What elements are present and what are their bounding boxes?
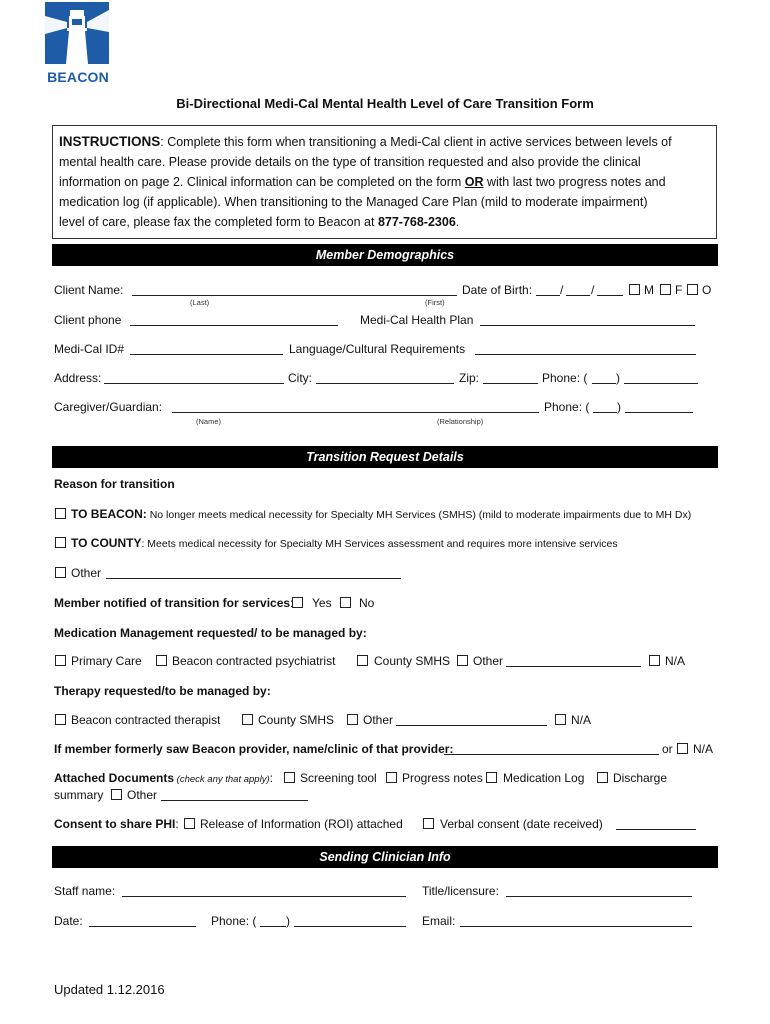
notified-no-label: No xyxy=(359,596,375,610)
med-other-field[interactable] xyxy=(506,666,641,667)
phone-number-field-2[interactable] xyxy=(625,412,693,413)
primary-care-checkbox[interactable] xyxy=(55,655,66,666)
beacon-psychiatrist-checkbox[interactable] xyxy=(156,655,167,666)
instructions-line-3: information on page 2. Clinical information can be completed on the form OR with last two progress notes and xyxy=(59,175,666,189)
fax-number: 877-768-2306 xyxy=(377,215,456,229)
updated-date: Updated 1.12.2016 xyxy=(54,982,165,997)
email-field[interactable] xyxy=(460,926,692,927)
therapy-other-field[interactable] xyxy=(396,725,547,726)
language-field[interactable] xyxy=(475,354,696,355)
attached-other-label: Other xyxy=(127,788,158,802)
to-county-checkbox[interactable] xyxy=(55,537,66,548)
attached-other-checkbox[interactable] xyxy=(111,789,122,800)
to-county-option: TO COUNTY: Meets medical necessity for Specialty MH Services assessment and requires more intensive services xyxy=(71,536,618,550)
med-na-label: N/A xyxy=(665,654,686,668)
therapy-other-label: Other xyxy=(363,713,394,727)
city-field[interactable] xyxy=(316,383,454,384)
screening-tool-label: Screening tool xyxy=(300,771,377,785)
dob-day-field[interactable] xyxy=(566,295,590,296)
primary-care-label: Primary Care xyxy=(71,654,142,668)
beacon-psychiatrist-label: Beacon contracted psychiatrist xyxy=(172,654,336,668)
discharge-label: Discharge xyxy=(613,771,668,785)
therapy-na-label: N/A xyxy=(571,713,592,727)
former-provider-na-label: N/A xyxy=(693,742,714,756)
phone-number-field-1[interactable] xyxy=(624,383,698,384)
language-label: Language/Cultural Requirements xyxy=(289,342,466,356)
date-field[interactable] xyxy=(89,926,196,927)
therapy-county-smhs-checkbox[interactable] xyxy=(242,714,253,725)
roi-label: Release of Information (ROI) attached xyxy=(200,817,403,831)
med-na-checkbox[interactable] xyxy=(649,655,660,666)
last-name-hint: (Last) xyxy=(190,298,210,307)
to-beacon-checkbox[interactable] xyxy=(55,508,66,519)
instructions-line-5: level of care, please fax the completed form to Beacon at 877-768-2306. xyxy=(59,215,460,229)
progress-notes-label: Progress notes xyxy=(402,771,483,785)
instructions-line-1: INSTRUCTIONS: Complete this form when transitioning a Medi-Cal client in active services between levels of xyxy=(59,134,672,149)
dob-separator-1: / xyxy=(560,283,564,297)
former-provider-or: or xyxy=(662,742,673,756)
caregiver-label: Caregiver/Guardian: xyxy=(54,400,163,414)
first-name-hint: (First) xyxy=(425,298,445,307)
zip-label: Zip: xyxy=(459,371,480,385)
medi-cal-id-field[interactable] xyxy=(130,354,283,355)
instructions-line-2: mental health care. Please provide details on the type of transition requested and also provide the clinical xyxy=(59,155,641,169)
notified-yes-label: Yes xyxy=(312,596,332,610)
attached-other-field[interactable] xyxy=(161,800,308,801)
reason-other-label: Other xyxy=(71,566,102,580)
section-header-transition: Transition Request Details xyxy=(52,446,718,468)
verbal-consent-label: Verbal consent (date received) xyxy=(440,817,603,831)
therapy-heading: Therapy requested/to be managed by: xyxy=(54,684,271,698)
beacon-therapist-checkbox[interactable] xyxy=(55,714,66,725)
clinician-phone-field[interactable] xyxy=(294,926,406,927)
zip-field[interactable] xyxy=(483,383,538,384)
relationship-hint: (Relationship) xyxy=(437,417,484,426)
health-plan-field[interactable] xyxy=(480,325,695,326)
title-licensure-field[interactable] xyxy=(506,896,692,897)
progress-notes-checkbox[interactable] xyxy=(386,772,397,783)
therapy-county-smhs-label: County SMHS xyxy=(258,713,335,727)
lighthouse-icon xyxy=(45,2,109,64)
reason-other-field[interactable] xyxy=(106,578,401,579)
date-label: Date: xyxy=(54,914,83,928)
clinician-phone-close: ) xyxy=(286,914,290,928)
address-label: Address: xyxy=(54,371,102,385)
dob-label: Date of Birth: xyxy=(462,283,533,297)
health-plan-label: Medi-Cal Health Plan xyxy=(360,313,474,327)
notified-label: Member notified of transition for services xyxy=(54,596,291,610)
verbal-consent-date-field[interactable] xyxy=(616,829,696,830)
discharge-summary-checkbox[interactable] xyxy=(597,772,608,783)
sex-o-label: O xyxy=(702,283,712,297)
form-title: Bi-Directional Medi-Cal Mental Health Level of Care Transition Form xyxy=(176,96,594,111)
phone-close-1: ) xyxy=(616,371,620,385)
beacon-logo xyxy=(45,2,109,64)
staff-name-field[interactable] xyxy=(122,896,406,897)
sex-o-checkbox[interactable] xyxy=(687,284,698,295)
clinician-phone-label: Phone: ( xyxy=(211,914,257,928)
phone-area-code-2[interactable] xyxy=(593,412,617,413)
sex-f-checkbox[interactable] xyxy=(660,284,671,295)
medication-log-checkbox[interactable] xyxy=(486,772,497,783)
medication-log-label: Medication Log xyxy=(503,771,585,785)
sex-m-label: M xyxy=(644,283,654,297)
name-hint: (Name) xyxy=(196,417,222,426)
staff-name-label: Staff name: xyxy=(54,884,116,898)
med-mgmt-heading: Medication Management requested/ to be managed by: xyxy=(54,626,367,640)
logo-wordmark: BEACON xyxy=(47,69,109,85)
phone-area-code-1[interactable] xyxy=(592,383,616,384)
city-label: City: xyxy=(288,371,312,385)
to-beacon-option: TO BEACON: No longer meets medical necessity for Specialty MH Services (SMHS) (mild to moderate impairments due to MH Dx) xyxy=(71,507,692,521)
notified-yes-checkbox[interactable] xyxy=(292,597,303,608)
phone-close-2: ) xyxy=(617,400,621,414)
therapy-other-checkbox[interactable] xyxy=(347,714,358,725)
phone-label-1: Phone: ( xyxy=(542,371,588,385)
roi-checkbox[interactable] xyxy=(184,818,195,829)
former-provider-na-checkbox[interactable] xyxy=(677,743,688,754)
county-smhs-label: County SMHS xyxy=(374,654,451,668)
client-phone-label: Client phone xyxy=(54,313,122,327)
section-header-clinician: Sending Clinician Info xyxy=(52,846,718,868)
med-other-checkbox[interactable] xyxy=(457,655,468,666)
medi-cal-id-label: Medi-Cal ID# xyxy=(54,342,125,356)
title-licensure-label: Title/licensure: xyxy=(422,884,499,898)
dob-year-field[interactable] xyxy=(597,295,623,296)
client-name-label: Client Name: xyxy=(54,283,124,297)
verbal-consent-checkbox[interactable] xyxy=(423,818,434,829)
section-header-demographics: Member Demographics xyxy=(52,244,718,266)
dob-month-field[interactable] xyxy=(536,295,560,296)
reason-other-checkbox[interactable] xyxy=(55,567,66,578)
former-provider-field[interactable] xyxy=(444,754,659,755)
client-phone-field[interactable] xyxy=(130,325,338,326)
consent-label: Consent to share PHI: xyxy=(54,817,179,831)
therapy-na-checkbox[interactable] xyxy=(555,714,566,725)
dob-separator-2: / xyxy=(591,283,595,297)
client-name-field[interactable] xyxy=(132,295,457,296)
sex-f-label: F xyxy=(675,283,683,297)
attached-docs-label: Attached Documents (check any that apply): xyxy=(54,771,273,785)
instructions-line-4: medication log (if applicable). When transitioning to the Managed Care Plan (mild to moderate impairment) xyxy=(59,195,648,209)
sex-m-checkbox[interactable] xyxy=(629,284,640,295)
beacon-therapist-label: Beacon contracted therapist xyxy=(71,713,221,727)
notified-no-checkbox[interactable] xyxy=(340,597,351,608)
summary-label: summary xyxy=(54,788,104,802)
instructions-box xyxy=(52,125,717,239)
reason-heading: Reason for transition xyxy=(54,477,175,491)
email-label: Email: xyxy=(422,914,456,928)
former-provider-label: If member formerly saw Beacon provider, name/clinic of that provider: xyxy=(54,742,454,756)
phone-label-2: Phone: ( xyxy=(544,400,590,414)
med-other-label: Other xyxy=(473,654,504,668)
address-field[interactable] xyxy=(104,383,284,384)
clinician-phone-area-code[interactable] xyxy=(260,926,286,927)
county-smhs-checkbox[interactable] xyxy=(357,655,368,666)
screening-tool-checkbox[interactable] xyxy=(284,772,295,783)
caregiver-field[interactable] xyxy=(172,412,539,413)
instructions-lead: INSTRUCTIONS xyxy=(59,134,161,149)
or-emphasis: OR xyxy=(464,175,484,189)
